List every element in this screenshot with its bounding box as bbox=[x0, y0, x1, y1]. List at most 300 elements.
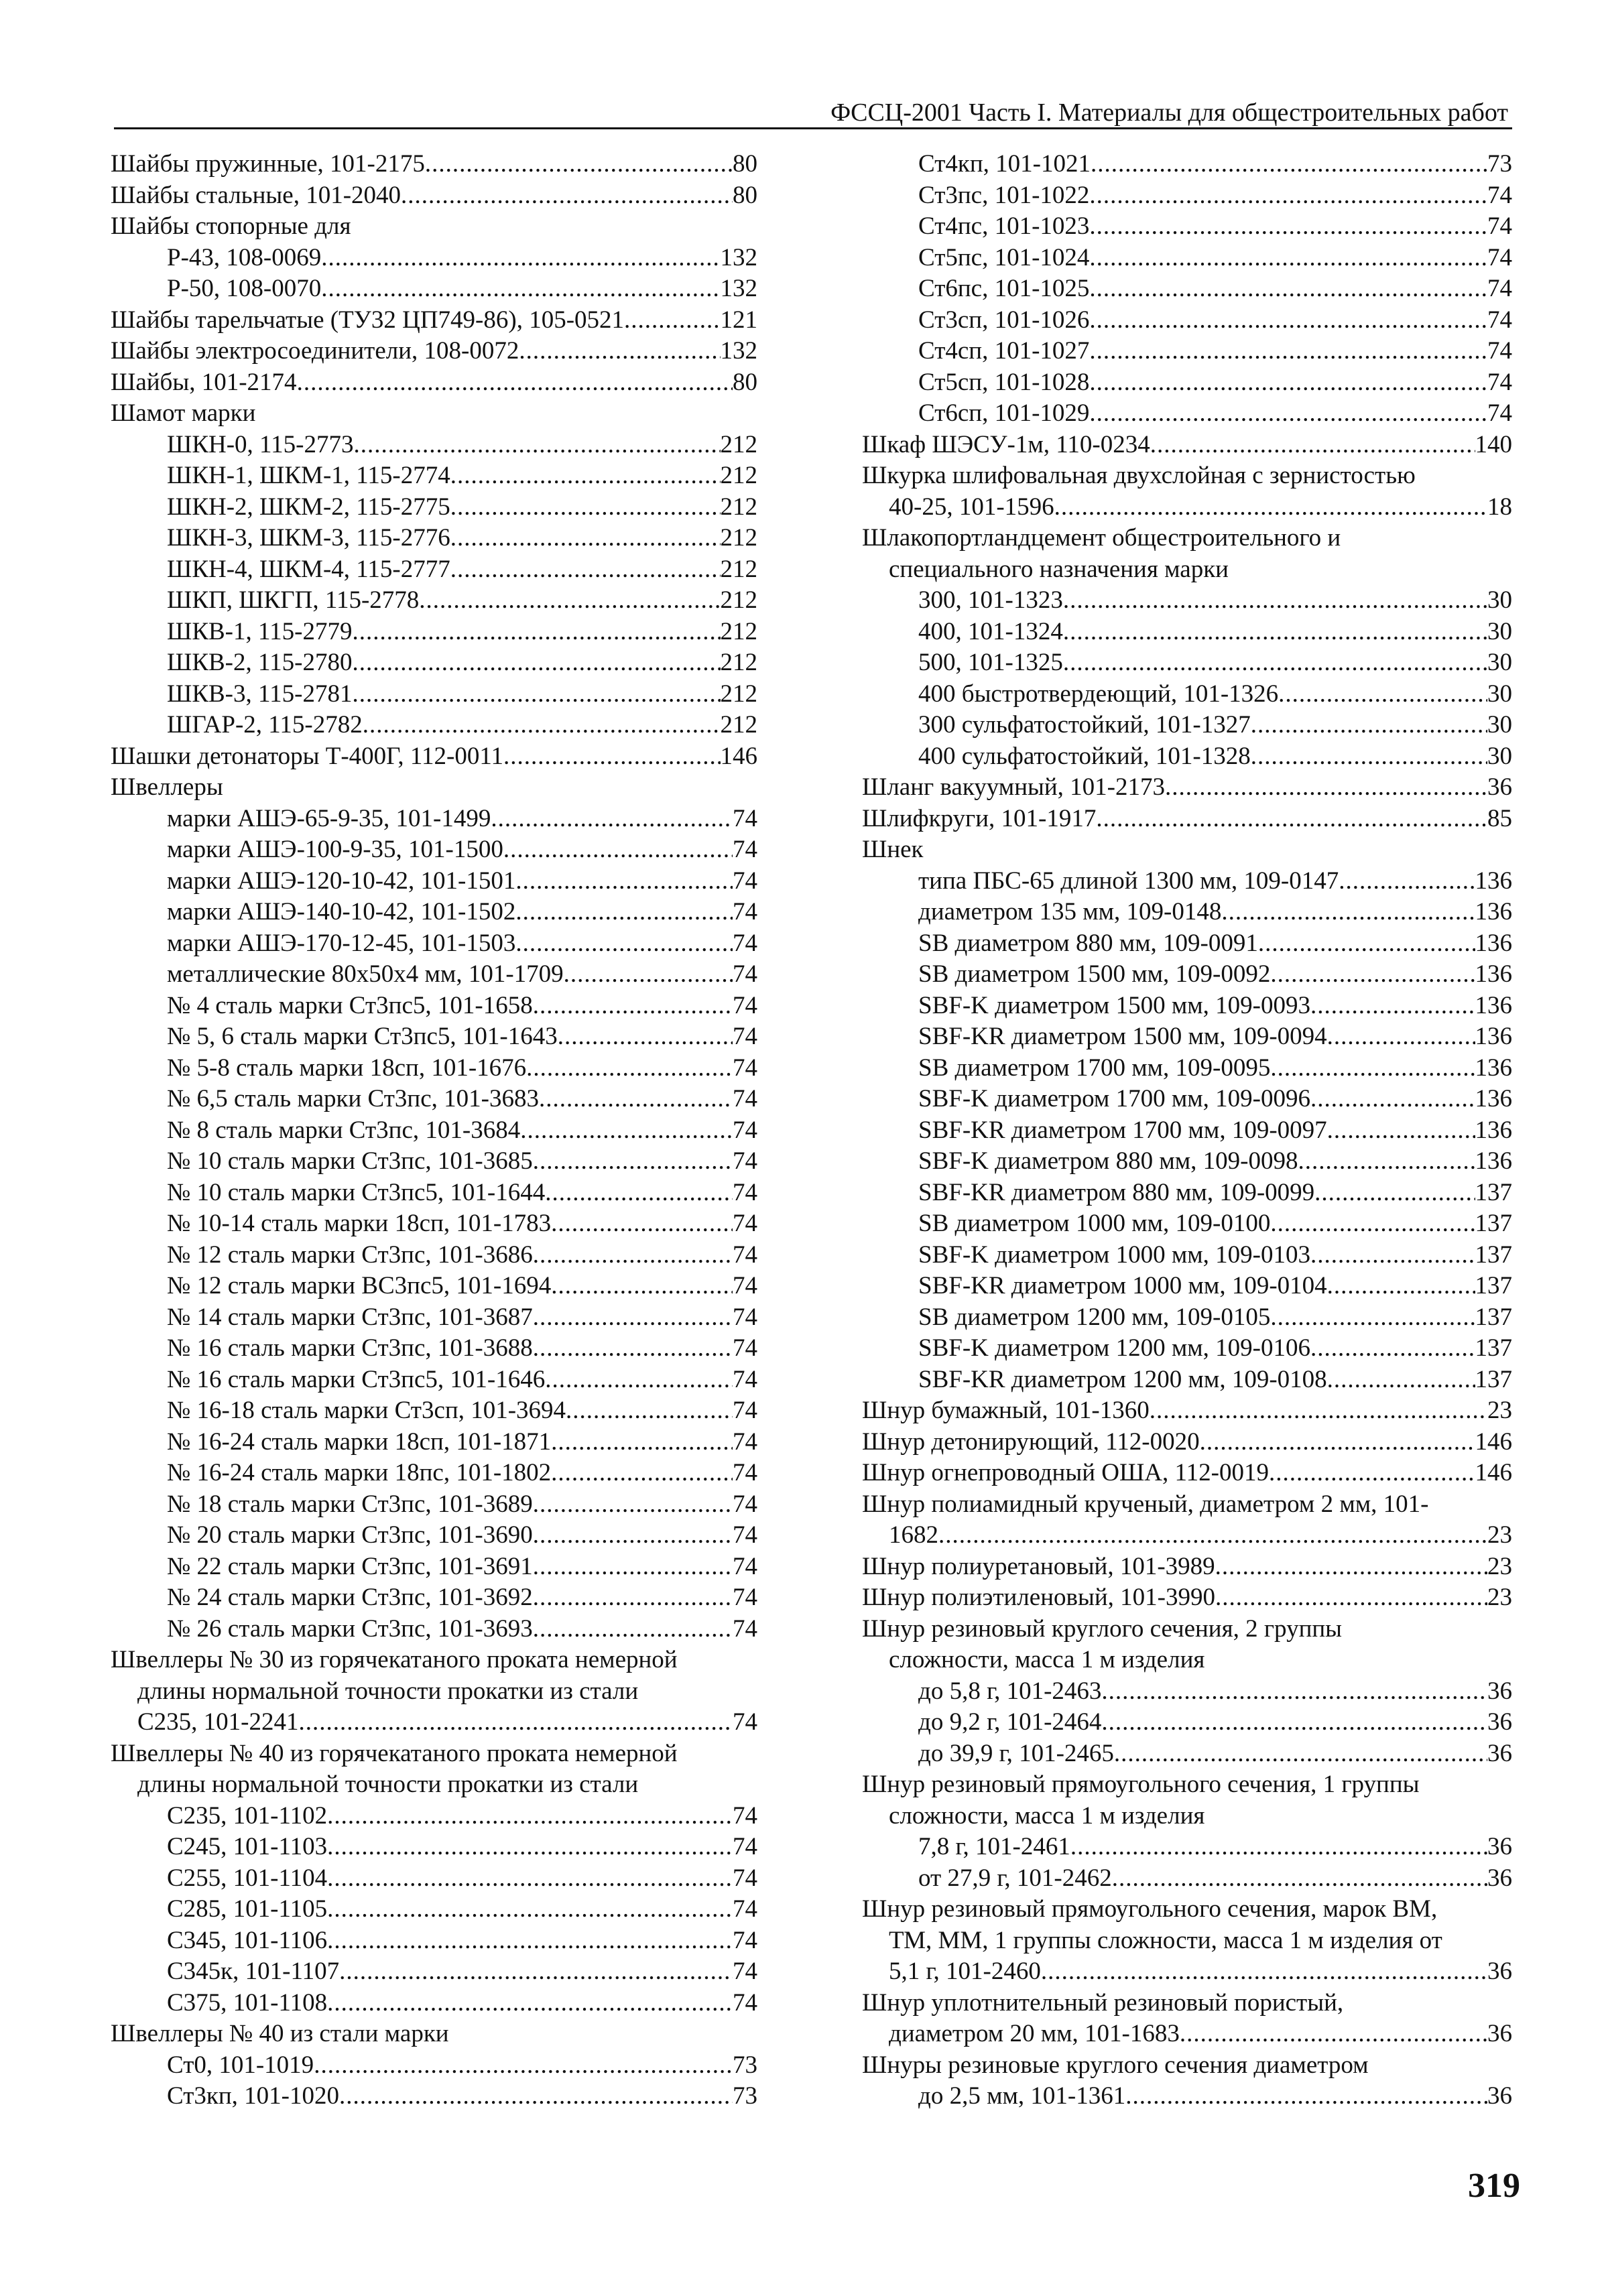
entry-text: № 12 сталь марки Ст3пс, 101-3686 bbox=[167, 1240, 533, 1269]
entry-text: Шайбы стальные, 101-2040 bbox=[111, 181, 402, 209]
index-entry bbox=[862, 991, 1512, 1022]
entry-page: 74 bbox=[1487, 306, 1512, 334]
entry-text: диаметром 20 мм, 101-1683 bbox=[889, 2020, 1180, 2047]
entry-page: 137 bbox=[1475, 1178, 1512, 1206]
entry-text: Ст3пс, 101-1022 bbox=[918, 181, 1090, 209]
entry-page: 36 bbox=[1487, 2082, 1512, 2110]
entry-text: № 5-8 сталь марки 18сп, 101-1676 bbox=[167, 1054, 527, 1082]
index-entry bbox=[111, 367, 757, 399]
index-entry bbox=[862, 273, 1512, 305]
entry-text: SBF-KR диаметром 880 мм, 109-0099 bbox=[918, 1178, 1315, 1206]
entry-page: 136 bbox=[1475, 991, 1512, 1019]
entry-text: SBF-KR диаметром 1000 мм, 109-0104 bbox=[918, 1272, 1327, 1299]
entry-text: SB диаметром 1700 мм, 109-0095 bbox=[918, 1054, 1271, 1082]
index-entry bbox=[111, 1520, 757, 1551]
index-entry bbox=[862, 1614, 1512, 1645]
dot-leader bbox=[533, 1302, 733, 1334]
index-entry bbox=[862, 1302, 1512, 1334]
entry-text: № 16-24 сталь марки 18сп, 101-1871 bbox=[167, 1427, 552, 1456]
entry-text: марки АШЭ-170-12-45, 101-1503 bbox=[167, 929, 516, 957]
entry-text: № 22 сталь марки Ст3пс, 101-3691 bbox=[167, 1552, 533, 1580]
dot-leader bbox=[1089, 367, 1487, 399]
dot-leader bbox=[352, 647, 720, 679]
entry-text: С245, 101-1103 bbox=[167, 1833, 328, 1860]
entry-text: № 20 сталь марки Ст3пс, 101-3690 bbox=[167, 1521, 533, 1549]
entry-page: 74 bbox=[733, 1116, 757, 1144]
entry-page: 137 bbox=[1475, 1240, 1512, 1269]
entry-page: 23 bbox=[1487, 1584, 1512, 1611]
entry-page: 85 bbox=[1487, 804, 1512, 832]
entry-text: марки АШЭ-65-9-35, 101-1499 bbox=[167, 804, 491, 832]
entry-text: ШКВ-1, 115-2779 bbox=[167, 617, 353, 645]
dot-leader bbox=[551, 1271, 733, 1302]
entry-text: ШКН-0, 115-2773 bbox=[167, 430, 354, 458]
index-entry bbox=[862, 928, 1512, 960]
index-entry bbox=[862, 336, 1512, 367]
entry-text: № 12 сталь марки ВС3пс5, 101-1694 bbox=[167, 1272, 552, 1299]
index-entry bbox=[862, 1738, 1512, 1770]
dot-leader bbox=[1150, 430, 1475, 461]
entry-page: 74 bbox=[733, 1272, 757, 1299]
entry-text: сложности, масса 1 м изделия bbox=[889, 1646, 1205, 1673]
entry-text: Шнур детонирующий, 112-0020 bbox=[862, 1427, 1200, 1456]
entry-page: 132 bbox=[720, 337, 757, 365]
dot-leader bbox=[1112, 1863, 1487, 1895]
dot-leader bbox=[1063, 585, 1487, 617]
entry-text: 400 сульфатостойкий, 101-1328 bbox=[918, 742, 1251, 770]
index-entry bbox=[111, 959, 757, 991]
index-entry bbox=[862, 1925, 1512, 1957]
index-entry bbox=[111, 585, 757, 617]
index-entry bbox=[111, 1115, 757, 1147]
dot-leader bbox=[1215, 1582, 1487, 1614]
page-number: 319 bbox=[1468, 2167, 1520, 2205]
entry-page: 212 bbox=[720, 617, 757, 645]
entry-page: 73 bbox=[733, 2082, 757, 2110]
index-entry bbox=[111, 1240, 757, 1271]
dot-leader bbox=[425, 149, 733, 180]
index-entry bbox=[862, 1988, 1512, 2019]
entry-page: 74 bbox=[733, 1490, 757, 1518]
index-entry bbox=[862, 1801, 1512, 1832]
dot-leader bbox=[558, 1021, 733, 1053]
entry-page: 136 bbox=[1475, 960, 1512, 988]
entry-text: Ст3сп, 101-1026 bbox=[918, 306, 1090, 334]
index-entry bbox=[111, 1582, 757, 1614]
entry-text: Ст5сп, 101-1028 bbox=[918, 368, 1090, 396]
index-entry bbox=[111, 866, 757, 897]
entry-text: Шланг вакуумный, 101-2173 bbox=[862, 773, 1166, 801]
entry-page: 74 bbox=[733, 1178, 757, 1206]
entry-page: 74 bbox=[1487, 212, 1512, 240]
dot-leader bbox=[533, 1582, 733, 1614]
entry-text: Шнур резиновый прямоугольного сечения, марок ВМ, bbox=[862, 1895, 1438, 1923]
entry-text: SBF-K диаметром 1200 мм, 109-0106 bbox=[918, 1334, 1310, 1362]
entry-text: Шкурка шлифовальная двухслойная с зернистостью bbox=[862, 462, 1416, 489]
dot-leader bbox=[1165, 772, 1487, 804]
entry-text: Шнур полиамидный крученый, диаметром 2 мм, 101- bbox=[862, 1490, 1429, 1518]
entry-page: 212 bbox=[720, 680, 757, 708]
index-entry bbox=[862, 1084, 1512, 1115]
entry-page: 74 bbox=[733, 1054, 757, 1082]
entry-text: ШКН-2, ШКМ-2, 115-2775 bbox=[167, 493, 450, 521]
dot-leader bbox=[1101, 1676, 1487, 1708]
dot-leader bbox=[339, 1956, 733, 1988]
dot-leader bbox=[1339, 866, 1475, 897]
entry-text: № 16 сталь марки Ст3пс5, 101-1646 bbox=[167, 1365, 546, 1393]
entry-page: 137 bbox=[1475, 1272, 1512, 1299]
entry-text: 40-25, 101-1596 bbox=[889, 493, 1054, 521]
dot-leader bbox=[327, 1988, 733, 2019]
entry-page: 36 bbox=[1487, 1864, 1512, 1892]
entry-page: 74 bbox=[1487, 337, 1512, 365]
dot-leader bbox=[1089, 211, 1487, 243]
entry-text: Ст3кп, 101-1020 bbox=[167, 2082, 339, 2110]
index-entry bbox=[862, 1364, 1512, 1396]
index-entry bbox=[111, 523, 757, 554]
index-entry bbox=[862, 460, 1512, 492]
index-entry bbox=[862, 492, 1512, 523]
entry-text: SBF-K диаметром 1700 мм, 109-0096 bbox=[918, 1085, 1310, 1112]
index-entry bbox=[862, 1520, 1512, 1551]
index-entry bbox=[862, 1489, 1512, 1521]
index-entry bbox=[111, 991, 757, 1022]
entry-text: Швеллеры № 30 из горячекатаного проката немерной bbox=[111, 1646, 678, 1673]
entry-page: 74 bbox=[733, 1926, 757, 1954]
entry-text: Швеллеры № 40 из горячекатаного проката немерной bbox=[111, 1739, 678, 1767]
index-entry bbox=[111, 1364, 757, 1396]
entry-text: до 39,9 г, 101-2465 bbox=[918, 1739, 1114, 1767]
dot-leader bbox=[299, 1707, 733, 1738]
entry-text: длины нормальной точности прокатки из стали bbox=[137, 1771, 639, 1798]
entry-text: 5,1 г, 101-2460 bbox=[889, 1958, 1041, 1985]
index-entry bbox=[111, 554, 757, 586]
entry-page: 36 bbox=[1487, 1739, 1512, 1767]
dot-leader bbox=[624, 305, 720, 336]
entry-text: С235, 101-2241 bbox=[137, 1708, 299, 1736]
entry-page: 80 bbox=[733, 150, 757, 178]
dot-leader bbox=[1150, 1395, 1487, 1427]
entry-page: 212 bbox=[720, 555, 757, 583]
entry-page: 74 bbox=[733, 1801, 757, 1830]
entry-page: 74 bbox=[733, 1303, 757, 1331]
index-entry bbox=[111, 1645, 757, 1676]
index-entry bbox=[111, 834, 757, 866]
dot-leader bbox=[339, 2081, 733, 2112]
index-entry bbox=[111, 211, 757, 243]
entry-text: от 27,9 г, 101-2462 bbox=[918, 1864, 1112, 1892]
entry-text: до 2,5 мм, 101-1361 bbox=[918, 2082, 1126, 2110]
entry-text: SB диаметром 1500 мм, 109-0092 bbox=[918, 960, 1271, 988]
entry-page: 132 bbox=[720, 243, 757, 271]
entry-page: 74 bbox=[1487, 275, 1512, 302]
dot-leader bbox=[1327, 1115, 1475, 1147]
entry-text: № 10 сталь марки Ст3пс, 101-3685 bbox=[167, 1147, 533, 1175]
entry-text: № 4 сталь марки Ст3пс5, 101-1658 bbox=[167, 991, 533, 1019]
dot-leader bbox=[1041, 1956, 1487, 1988]
index-entry bbox=[111, 430, 757, 461]
entry-text: № 26 сталь марки Ст3пс, 101-3693 bbox=[167, 1614, 533, 1643]
entry-page: 23 bbox=[1487, 1397, 1512, 1424]
entry-text: Шайбы тарельчатые (ТУ32 ЦП749-86), 105-0521 bbox=[111, 306, 625, 334]
entry-page: 74 bbox=[733, 1459, 757, 1486]
entry-text: 7,8 г, 101-2461 bbox=[918, 1833, 1070, 1860]
entry-text: № 10 сталь марки Ст3пс5, 101-1644 bbox=[167, 1178, 546, 1206]
dot-leader bbox=[1200, 1427, 1475, 1458]
entry-text: Шайбы стопорные для bbox=[111, 212, 351, 240]
index-entry bbox=[111, 2050, 757, 2082]
dot-leader bbox=[564, 959, 733, 991]
dot-leader bbox=[1125, 2081, 1487, 2112]
entry-page: 74 bbox=[733, 929, 757, 957]
entry-page: 74 bbox=[733, 1397, 757, 1424]
entry-text: ШКП, ШКГП, 115-2778 bbox=[167, 586, 420, 614]
dot-leader bbox=[1089, 180, 1487, 212]
dot-leader bbox=[1314, 1177, 1475, 1209]
entry-text: Ст6пс, 101-1025 bbox=[918, 275, 1090, 302]
entry-text: № 10-14 сталь марки 18сп, 101-1783 bbox=[167, 1210, 552, 1237]
index-entry bbox=[862, 2081, 1512, 2112]
dot-leader bbox=[1091, 149, 1487, 180]
dot-leader bbox=[533, 1146, 733, 1177]
entry-text: № 16-24 сталь марки 18пс, 101-1802 bbox=[167, 1459, 552, 1486]
entry-text: ШКВ-2, 115-2780 bbox=[167, 649, 353, 676]
index-entry bbox=[111, 741, 757, 773]
index-entry bbox=[111, 1427, 757, 1458]
entry-text: Ст4сп, 101-1027 bbox=[918, 337, 1090, 365]
index-entry bbox=[111, 1925, 757, 1957]
index-entry bbox=[862, 1863, 1512, 1895]
index-column-right bbox=[862, 149, 1512, 2112]
index-entry bbox=[111, 1333, 757, 1364]
entry-text: SBF-KR диаметром 1200 мм, 109-0108 bbox=[918, 1365, 1327, 1393]
entry-page: 136 bbox=[1475, 1085, 1512, 1112]
entry-page: 36 bbox=[1487, 1958, 1512, 1985]
index-entry bbox=[111, 1769, 757, 1801]
dot-leader bbox=[1270, 1302, 1475, 1334]
dot-leader bbox=[515, 928, 733, 960]
entry-text: № 5, 6 сталь марки Ст3пс5, 101-1643 bbox=[167, 1023, 558, 1050]
dot-leader bbox=[1221, 897, 1475, 928]
entry-page: 137 bbox=[1475, 1365, 1512, 1393]
entry-text: 400 быстротвердеющий, 101-1326 bbox=[918, 680, 1279, 708]
dot-leader bbox=[297, 367, 733, 399]
entry-text: Ст4кп, 101-1021 bbox=[918, 150, 1091, 178]
index-entry bbox=[862, 1208, 1512, 1240]
entry-page: 74 bbox=[733, 1427, 757, 1456]
entry-text: Шнуры резиновые круглого сечения диаметром bbox=[862, 2051, 1369, 2079]
dot-leader bbox=[1310, 1084, 1475, 1115]
index-entry bbox=[862, 1395, 1512, 1427]
entry-text: № 18 сталь марки Ст3пс, 101-3689 bbox=[167, 1490, 533, 1518]
index-entry bbox=[862, 211, 1512, 243]
index-entry bbox=[111, 1395, 757, 1427]
index-entry bbox=[111, 928, 757, 960]
entry-page: 30 bbox=[1487, 711, 1512, 739]
running-header bbox=[114, 92, 1512, 129]
dot-leader bbox=[551, 1458, 733, 1489]
entry-page: 136 bbox=[1475, 898, 1512, 926]
dot-leader bbox=[491, 804, 733, 835]
entry-text: марки АШЭ-140-10-42, 101-1502 bbox=[167, 898, 516, 926]
entry-page: 74 bbox=[733, 1708, 757, 1736]
entry-page: 212 bbox=[720, 649, 757, 676]
entry-text: до 5,8 г, 101-2463 bbox=[918, 1677, 1102, 1705]
dot-leader bbox=[1310, 1333, 1475, 1364]
index-entry bbox=[862, 180, 1512, 212]
entry-text: Шнур полиэтиленовый, 101-3990 bbox=[862, 1584, 1215, 1611]
index-entry bbox=[111, 1208, 757, 1240]
index-entry bbox=[111, 243, 757, 274]
entry-page: 212 bbox=[720, 586, 757, 614]
dot-leader bbox=[533, 1551, 733, 1583]
entry-page: 30 bbox=[1487, 586, 1512, 614]
dot-leader bbox=[352, 679, 720, 710]
index-entry bbox=[862, 897, 1512, 928]
entry-text: С285, 101-1105 bbox=[167, 1895, 328, 1923]
dot-leader bbox=[503, 834, 733, 866]
entry-page: 74 bbox=[733, 1521, 757, 1549]
entry-page: 137 bbox=[1475, 1334, 1512, 1362]
entry-text: ШКН-3, ШКМ-3, 115-2776 bbox=[167, 524, 450, 552]
entry-page: 74 bbox=[733, 1552, 757, 1580]
entry-text: SBF-K диаметром 1500 мм, 109-0093 bbox=[918, 991, 1310, 1019]
entry-text: Швеллеры bbox=[111, 773, 223, 801]
index-entry bbox=[111, 679, 757, 710]
index-entry bbox=[862, 866, 1512, 897]
entry-text: специального назначения марки bbox=[889, 555, 1229, 583]
index-entry bbox=[111, 273, 757, 305]
index-entry bbox=[111, 1302, 757, 1334]
entry-page: 74 bbox=[733, 991, 757, 1019]
entry-text: диаметром 135 мм, 109-0148 bbox=[918, 898, 1222, 926]
entry-page: 212 bbox=[720, 430, 757, 458]
entry-page: 74 bbox=[733, 1895, 757, 1923]
entry-text: Шнур бумажный, 101-1360 bbox=[862, 1397, 1150, 1424]
index-entry bbox=[111, 804, 757, 835]
index-entry bbox=[862, 1551, 1512, 1583]
entry-text: Шайбы электросоединители, 108-0072 bbox=[111, 337, 519, 365]
entry-text: ШКВ-3, 115-2781 bbox=[167, 680, 353, 708]
dot-leader bbox=[515, 866, 733, 897]
header-title: ФССЦ-2001 Часть I. Материалы для общестроительных работ bbox=[830, 99, 1508, 127]
index-entry bbox=[111, 1863, 757, 1895]
entry-page: 36 bbox=[1487, 2020, 1512, 2047]
entry-text: Ст0, 101-1019 bbox=[167, 2051, 314, 2079]
entry-page: 73 bbox=[1487, 150, 1512, 178]
index-entry bbox=[111, 772, 757, 804]
index-entry bbox=[862, 2050, 1512, 2082]
dot-leader bbox=[1269, 1458, 1475, 1489]
index-entry bbox=[111, 1053, 757, 1084]
entry-text: Шнур полиуретановый, 101-3989 bbox=[862, 1552, 1215, 1580]
index-entry bbox=[111, 1894, 757, 1925]
dot-leader bbox=[1089, 398, 1487, 430]
index-entry bbox=[862, 772, 1512, 804]
index-entry bbox=[111, 1146, 757, 1177]
entry-page: 74 bbox=[733, 1085, 757, 1112]
index-entry bbox=[862, 679, 1512, 710]
entry-page: 36 bbox=[1487, 1677, 1512, 1705]
index-entry bbox=[862, 243, 1512, 274]
entry-text: Шнур резиновый круглого сечения, 2 группы bbox=[862, 1614, 1343, 1643]
dot-leader bbox=[539, 1084, 733, 1115]
entry-text: ШКН-4, ШКМ-4, 115-2777 bbox=[167, 555, 450, 583]
entry-text: Ст6сп, 101-1029 bbox=[918, 399, 1090, 427]
entry-text: Шнек bbox=[862, 836, 924, 863]
entry-text: Ст4пс, 101-1023 bbox=[918, 212, 1090, 240]
index-entry bbox=[111, 1988, 757, 2019]
dot-leader bbox=[526, 1053, 733, 1084]
dot-leader bbox=[327, 1801, 733, 1832]
dot-leader bbox=[1215, 1551, 1487, 1583]
entry-page: 74 bbox=[733, 1023, 757, 1050]
entry-page: 136 bbox=[1475, 1147, 1512, 1175]
entry-page: 74 bbox=[733, 1614, 757, 1643]
entry-page: 74 bbox=[733, 1240, 757, 1269]
index-entry bbox=[111, 149, 757, 180]
entry-page: 74 bbox=[733, 1864, 757, 1892]
dot-leader bbox=[363, 710, 721, 741]
entry-text: Р-50, 108-0070 bbox=[167, 275, 322, 302]
entry-page: 30 bbox=[1487, 649, 1512, 676]
entry-page: 36 bbox=[1487, 773, 1512, 801]
index-entry bbox=[111, 305, 757, 336]
entry-page: 212 bbox=[720, 524, 757, 552]
dot-leader bbox=[1096, 804, 1487, 835]
dot-leader bbox=[1114, 1738, 1487, 1770]
entry-page: 30 bbox=[1487, 742, 1512, 770]
entry-page: 137 bbox=[1475, 1303, 1512, 1331]
dot-leader bbox=[1089, 273, 1487, 305]
index-entry bbox=[111, 1956, 757, 1988]
index-entry bbox=[862, 1707, 1512, 1738]
entry-page: 74 bbox=[1487, 399, 1512, 427]
entry-page: 74 bbox=[1487, 368, 1512, 396]
index-entry bbox=[111, 1551, 757, 1583]
dot-leader bbox=[1270, 1053, 1475, 1084]
entry-page: 36 bbox=[1487, 1708, 1512, 1736]
entry-text: ШКН-1, ШКМ-1, 115-2774 bbox=[167, 462, 450, 489]
index-entry bbox=[862, 1832, 1512, 1863]
index-entry bbox=[111, 1177, 757, 1209]
index-entry bbox=[111, 1271, 757, 1302]
dot-leader bbox=[450, 523, 721, 554]
index-entry bbox=[862, 1021, 1512, 1053]
index-entry bbox=[862, 523, 1512, 554]
dot-leader bbox=[327, 1832, 733, 1863]
entry-page: 74 bbox=[733, 1334, 757, 1362]
index-entry bbox=[111, 2019, 757, 2050]
entry-text: до 9,2 г, 101-2464 bbox=[918, 1708, 1102, 1736]
entry-page: 23 bbox=[1487, 1552, 1512, 1580]
entry-page: 73 bbox=[733, 2051, 757, 2079]
dot-leader bbox=[321, 273, 720, 305]
entry-text: № 14 сталь марки Ст3пс, 101-3687 bbox=[167, 1303, 533, 1331]
dot-leader bbox=[450, 460, 721, 492]
dot-leader bbox=[503, 741, 721, 773]
entry-page: 74 bbox=[733, 1210, 757, 1237]
index-entry bbox=[111, 1832, 757, 1863]
dot-leader bbox=[314, 2050, 733, 2082]
index-entry bbox=[862, 710, 1512, 741]
entry-text: SB диаметром 1200 мм, 109-0105 bbox=[918, 1303, 1271, 1331]
entry-text: Шайбы, 101-2174 bbox=[111, 368, 297, 396]
dot-leader bbox=[354, 430, 721, 461]
index-entry bbox=[862, 647, 1512, 679]
entry-text: С345к, 101-1107 bbox=[167, 1958, 340, 1985]
index-entry bbox=[862, 554, 1512, 586]
